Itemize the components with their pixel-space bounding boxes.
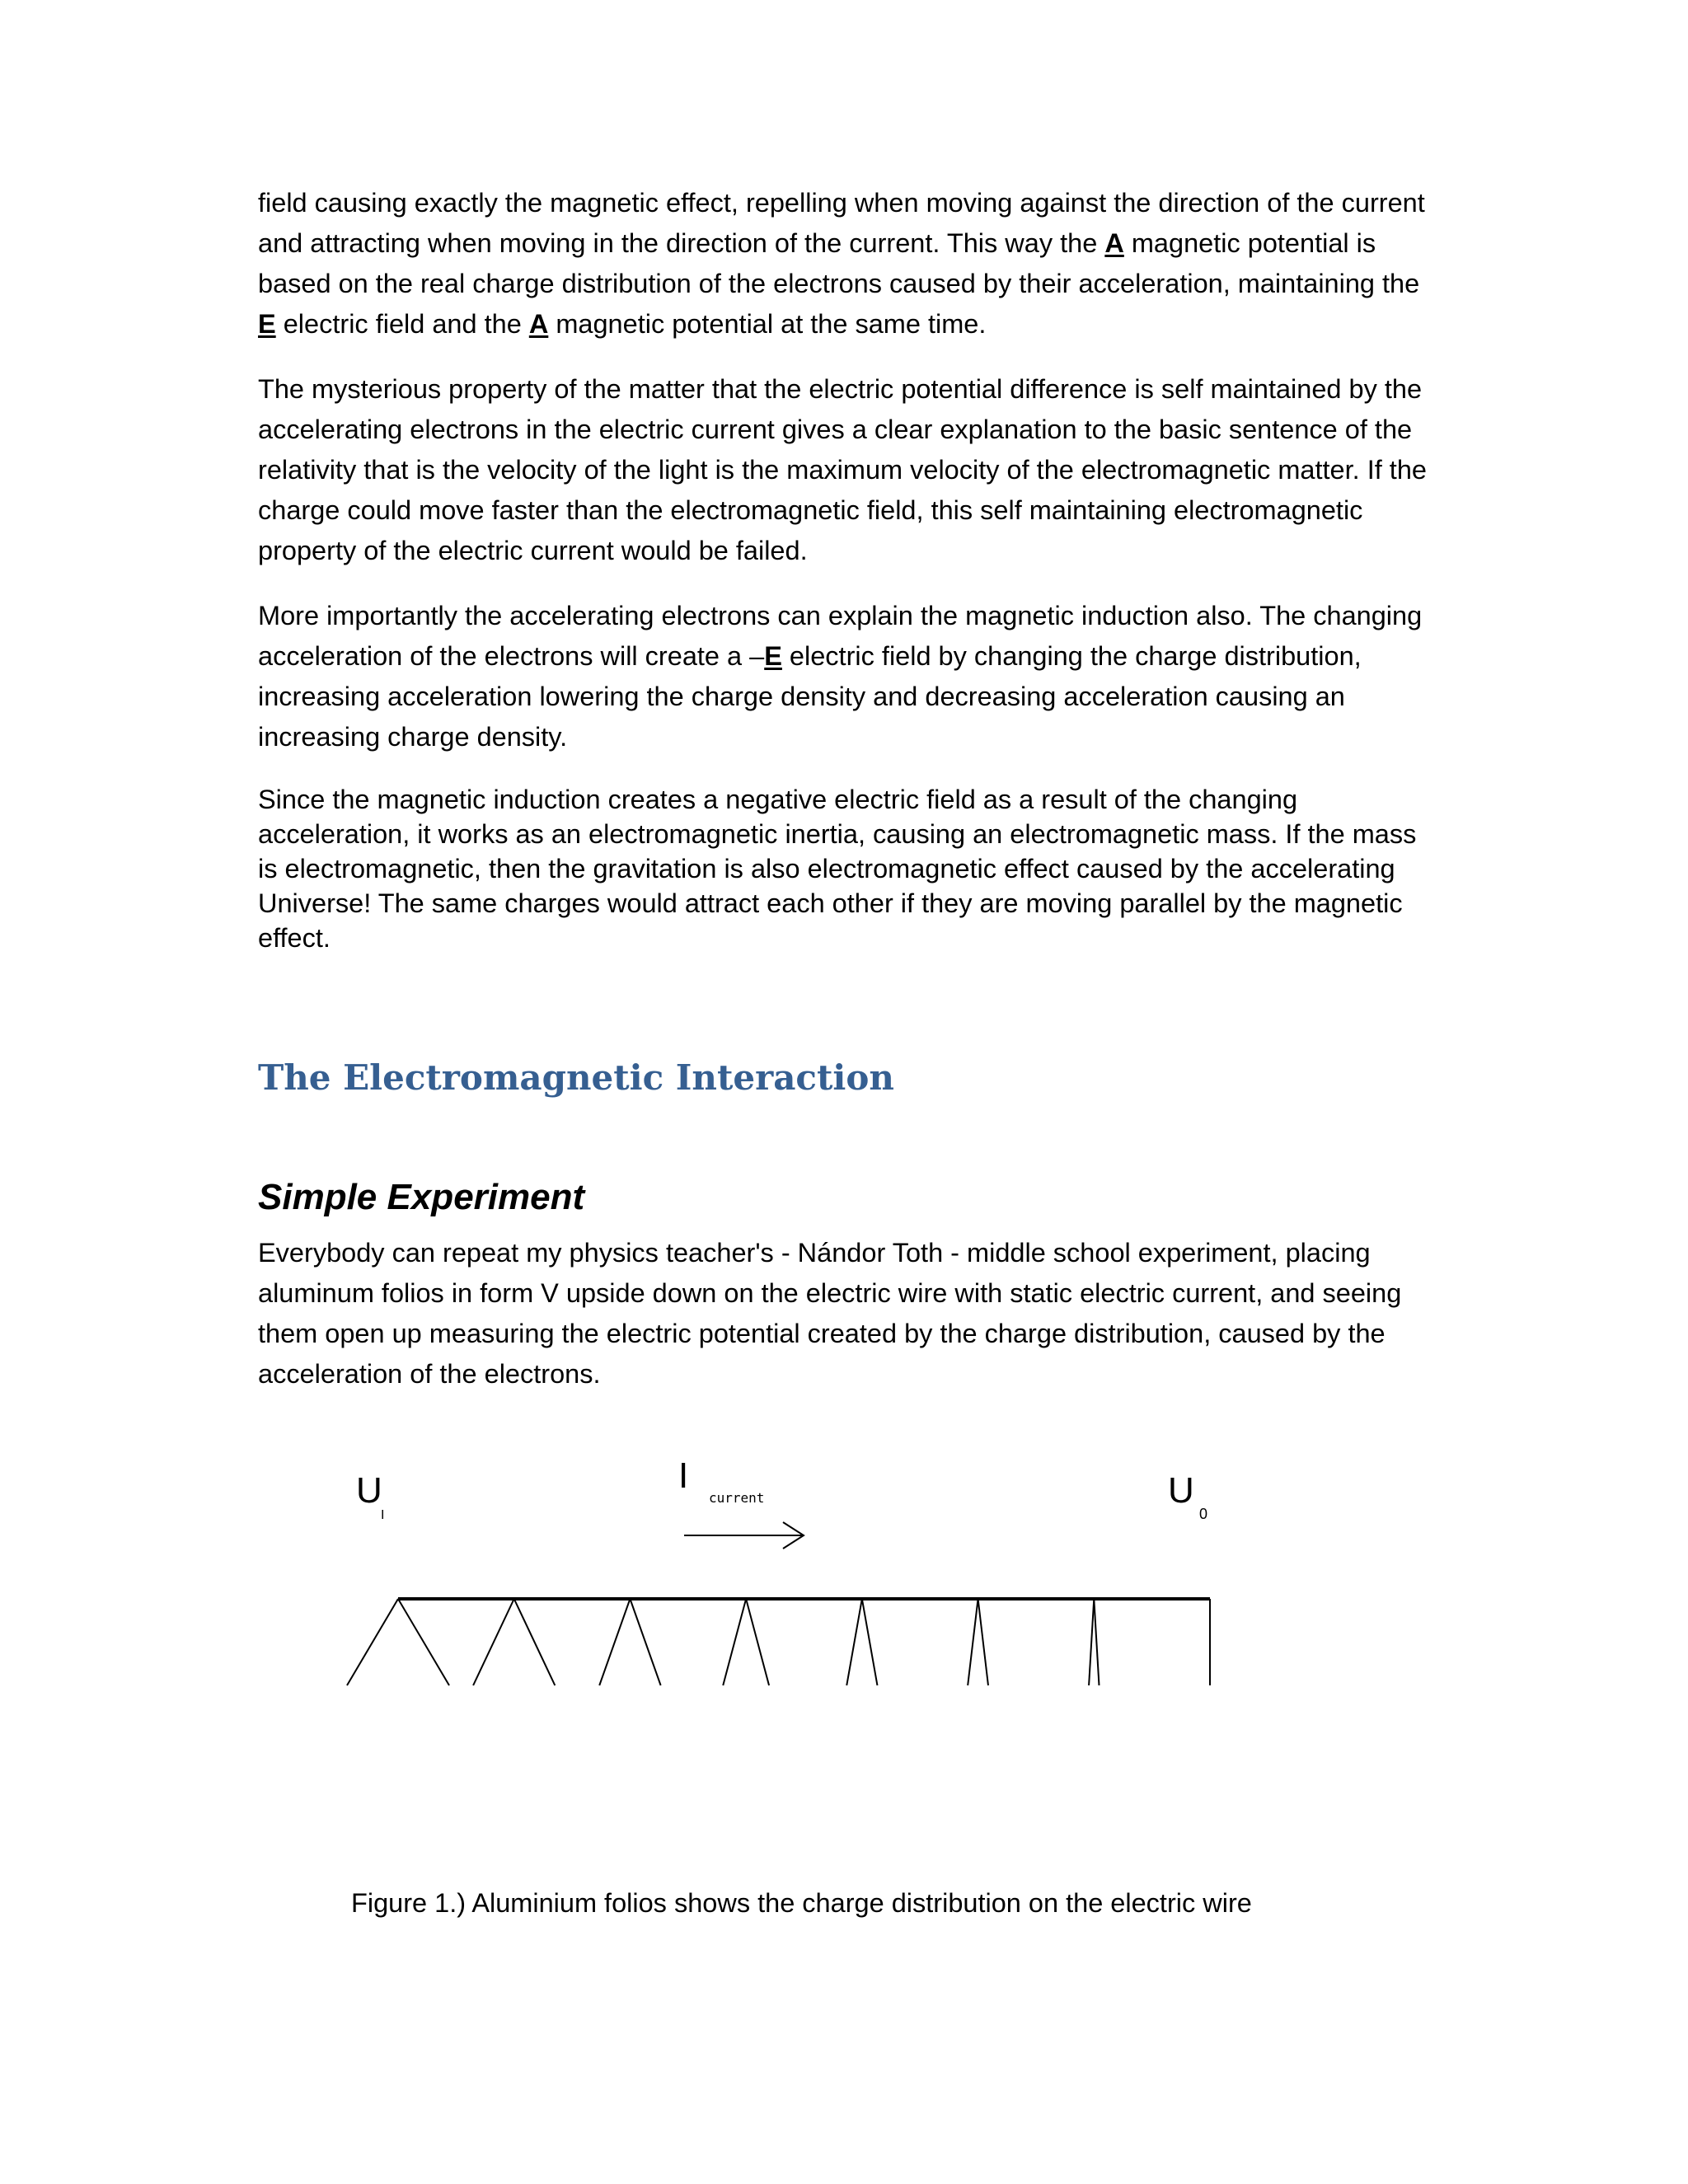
label-u-right: U (1168, 1470, 1194, 1511)
folio-left-leaf (347, 1599, 398, 1685)
symbol-e-2: E (764, 641, 782, 671)
label-u-left: U (356, 1470, 382, 1511)
folio-right-leaf (746, 1599, 769, 1685)
folio-right-leaf (398, 1599, 449, 1685)
section-heading: The Electromagnetic Interaction (258, 1057, 894, 1098)
folio-right-leaf (978, 1599, 988, 1685)
label-u-left-sub: I (381, 1508, 385, 1522)
folio-left-leaf (968, 1599, 978, 1685)
folio-right-leaf (1094, 1599, 1099, 1685)
sub-heading: Simple Experiment (258, 1177, 585, 1217)
folio-right-leaf (514, 1599, 556, 1685)
folio (846, 1599, 877, 1685)
paragraph-1-part-4: magnetic potential at the same time. (548, 309, 987, 339)
paragraph-3-part-2: electric field by changing the charge distribution, increasing acceleration lowering the charge density and decreasing acceleration causing an increasing charge density. (258, 641, 1362, 752)
label-u-right-sub: 0 (1199, 1506, 1208, 1522)
folio (1089, 1599, 1099, 1685)
symbol-a-1: A (1104, 228, 1124, 258)
paragraph-1-part-1: field causing exactly the magnetic effect, repelling when moving against the direction of the current and attracting when moving in the direction of the current. This way the (258, 188, 1425, 258)
folio-right-leaf (630, 1599, 660, 1685)
folio-left-leaf (723, 1599, 746, 1685)
paragraph-2: The mysterious property of the matter that the electric potential difference is self maintained by the accelerating electrons in the electric current gives a clear explanation to the basic sentence of the relativity that is the velocity of the light is the maximum velocity of the electromagnetic matter. If the charge could move faster than the electromagnetic field, this self maintaining electromagnetic property of the electric current would be failed. (258, 374, 1427, 565)
label-i: I (678, 1455, 689, 1496)
paragraph-3 (258, 596, 1437, 757)
paragraph-4: Since the magnetic induction creates a negative electric field as a result of the changing acceleration, it works as an electromagnetic inertia, causing an electromagnetic mass. If the mass is electromagnetic, then the gravitation is also electromagnetic effect caused by the accelerating Universe! The same charges would attract each other if they are moving parallel by the magnetic effect. (258, 785, 1417, 953)
paragraph-3-part-1: More importantly the accelerating electrons can explain the magnetic induction also. The changing acceleration of the electrons will create a – (258, 601, 1423, 671)
folios-diagram-svg (330, 1446, 1236, 1710)
folio (473, 1599, 555, 1685)
symbol-a-2: A (528, 309, 549, 339)
body-text (258, 183, 1437, 955)
paragraph-1-part-2: magnetic potential is based on the real charge distribution of the electrons caused by their acceleration, maintaining the (258, 228, 1420, 298)
paragraph-1 (258, 183, 1437, 344)
folio-right-leaf (862, 1599, 878, 1685)
folio (968, 1599, 988, 1685)
experiment-paragraph: Everybody can repeat my physics teacher's - Nándor Toth - middle school experiment, placing aluminum folios in form V upside down on the electric wire with static electric current, and seeing them open up measuring the electric potential created by the charge distribution, caused by the acceleration of the electrons. (258, 1238, 1402, 1389)
folios-group (347, 1599, 1210, 1685)
folio (599, 1599, 660, 1685)
folio (347, 1599, 449, 1685)
folio-left-leaf (846, 1599, 862, 1685)
folio-left-leaf (599, 1599, 630, 1685)
figure-caption: Figure 1.) Aluminium folios shows the charge distribution on the electric wire (351, 1888, 1252, 1918)
figure-folios-diagram (330, 1446, 1236, 1710)
label-current: current (709, 1490, 765, 1506)
folio (723, 1599, 769, 1685)
folio-left-leaf (473, 1599, 514, 1685)
symbol-e-1: E (258, 309, 276, 339)
folio-left-leaf (1089, 1599, 1094, 1685)
paragraph-1-part-3: electric field and the (275, 309, 529, 339)
